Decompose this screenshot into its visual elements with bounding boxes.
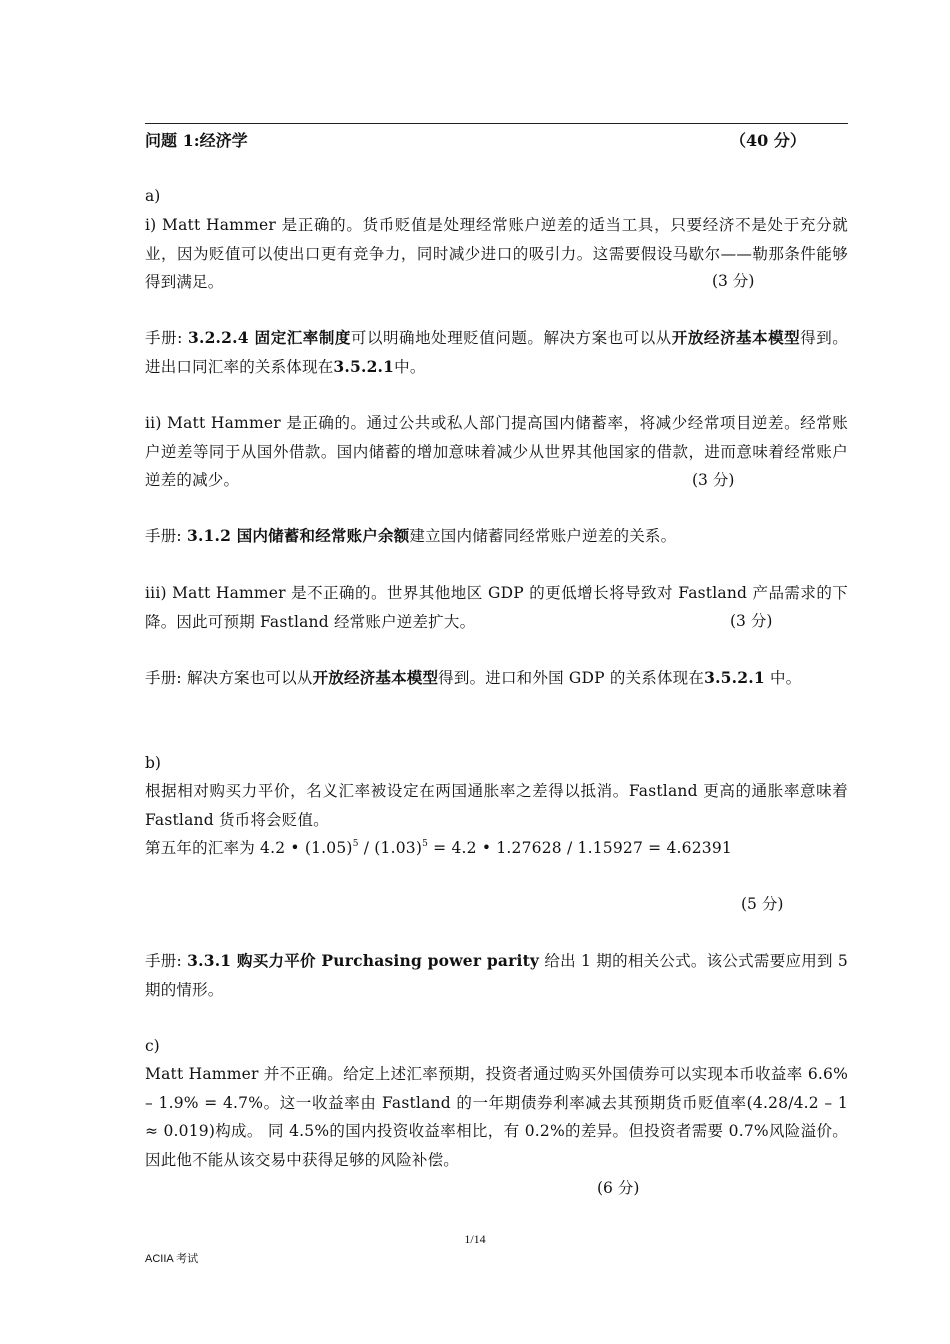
section-a-label: a): [145, 187, 161, 205]
manual-ref: 3.5.2.1: [704, 668, 765, 687]
manual-prefix: 手册:: [145, 329, 188, 347]
section-a-ii-paragraph: [145, 409, 848, 495]
manual-ref: 3.5.2.1: [333, 356, 395, 376]
question-heading: [145, 128, 848, 154]
manual-ref: 3.3.1 购买力平价 Purchasing power parity: [187, 951, 540, 970]
manual-text: 得到。进口和外国 GDP 的关系体现在: [438, 669, 705, 687]
section-a-ii-score: (3 分): [692, 471, 735, 489]
section-b-paragraph: [145, 777, 848, 863]
manual-text: 中。: [394, 357, 426, 376]
exam-footer: ACIIA 考试: [145, 1253, 199, 1265]
section-a-ii-manual: [145, 522, 848, 551]
section-b-formula: 第五年的汇率为 4.2 • $(1.05)^5 / (1.03)^5 = 4.2$ • 1.27628 / 1.15927 = 4.62391: [145, 839, 732, 857]
section-a-i-text: i) Matt Hammer 是正确的。货币贬值是处理经常账户逆差的适当工具，只要经济不是处于充分就业，因为贬值可以使出口更有竞争力，同时减少进口的吸引力。这需要假设马歇尔——勒那条件能够得到满足。: [145, 216, 848, 291]
manual-text: 给出 1 期的相关公式。该公式需要应用到 5 期的情形。: [145, 952, 848, 999]
manual-prefix: 手册:: [145, 527, 187, 545]
section-b-manual: [145, 947, 848, 1004]
section-c-label: c): [145, 1037, 160, 1055]
manual-text: 得到。进出口同汇率的关系体现在: [145, 329, 848, 376]
manual-ref: 3.1.2 国内储蓄和经常账户余额: [186, 526, 410, 545]
section-c-text: Matt Hammer 并不正确。给定上述汇率预期，投资者通过购买外国债券可以实现本币收益率 6.6% – 1.9% = 4.7%。这一收益率由 Fastland 的一年期债券利率减去其预期货币贬值率(4.28/4.2 – 1 ≈ 0.019)构成。 同 4.5%的国内投资收益率相比，有 0.2%的差异。但投资者需要 0.7%风险溢价。因此他不能从该交易中获得足够的风险补偿。: [145, 1065, 848, 1169]
question-title: 问题 1:经济学: [145, 131, 248, 150]
section-b-text: 根据相对购买力平价，名义汇率被设定在两国通胀率之差得以抵消。Fastland 更高的通胀率意味着 Fastland 货币将会贬值。: [145, 782, 848, 829]
manual-text: 可以明确地处理贬值问题。解决方案也可以从: [350, 329, 672, 347]
section-a-ii-text: ii) Matt Hammer 是正确的。通过公共或私人部门提高国内储蓄率，将减少经常项目逆差。经常账户逆差等同于从国外借款。国内储蓄的增加意味着减少从世界其他国家的借款，进而意味着经常账户逆差的减少。: [145, 414, 848, 489]
manual-ref: 开放经济基本模型: [671, 328, 801, 347]
header-rule: [145, 123, 848, 124]
question-score: （40 分）: [730, 131, 806, 150]
manual-text: 建立国内储蓄同经常账户逆差的关系。: [409, 527, 677, 545]
section-c-paragraph: [145, 1060, 848, 1174]
manual-prefix: 手册: 解决方案也可以从: [145, 669, 313, 687]
section-b-score: (5 分): [741, 895, 784, 913]
page-number: 1/14: [464, 1232, 486, 1246]
manual-ref: 开放经济基本模型: [312, 668, 439, 687]
section-a-iii-manual: [145, 664, 848, 693]
manual-ref: 3.2.2.4 固定汇率制度: [187, 328, 351, 347]
section-a-i-score: (3 分): [712, 272, 755, 290]
manual-text: 中。: [764, 669, 802, 687]
section-a-i-manual: [145, 324, 848, 381]
section-a-iii-text: iii) Matt Hammer 是不正确的。世界其他地区 GDP 的更低增长将导致对 Fastland 产品需求的下降。因此可预期 Fastland 经常账户逆差扩大。: [145, 584, 848, 631]
section-a-iii-score: (3 分): [730, 612, 773, 630]
section-b-label: b): [145, 754, 161, 772]
section-c-score: (6 分): [597, 1179, 640, 1197]
manual-prefix: 手册:: [145, 952, 188, 970]
